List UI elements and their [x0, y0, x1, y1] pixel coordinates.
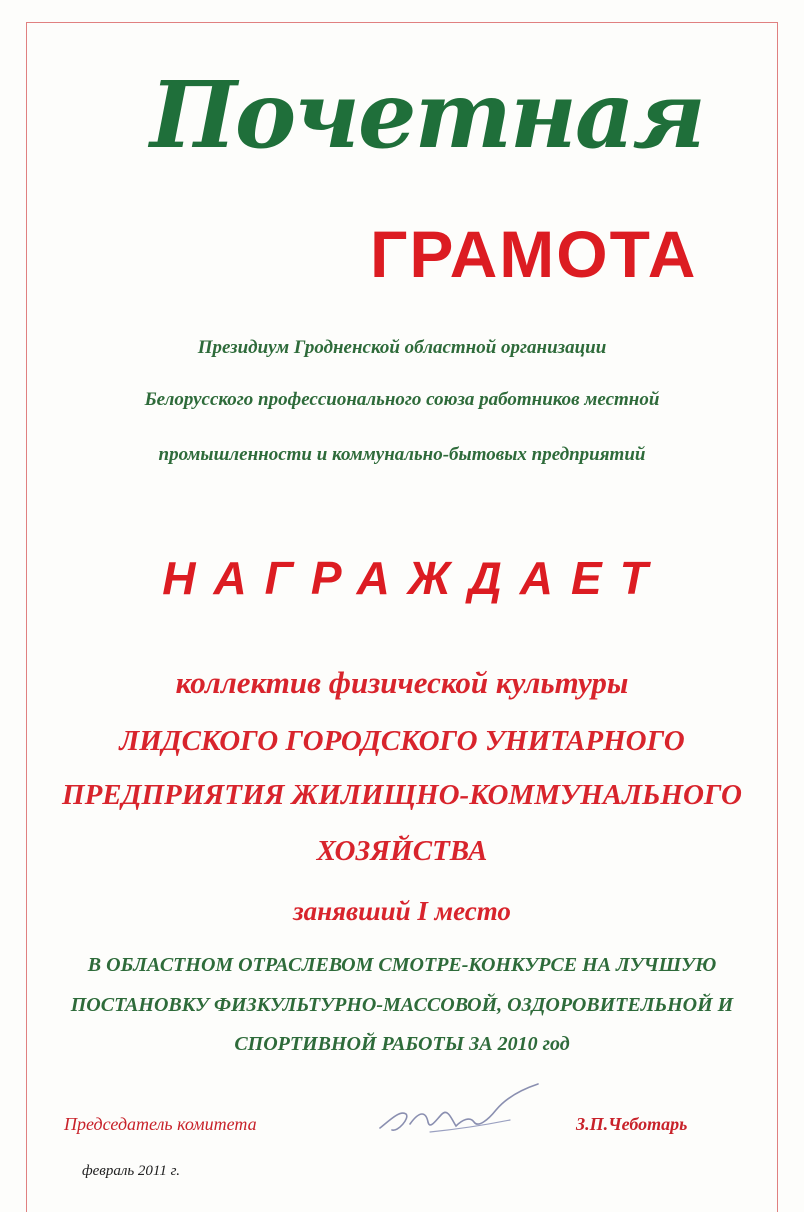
issue-date: февраль 2011 г.	[82, 1163, 180, 1179]
issuer-line-3: промышленности и коммунально-бытовых предприятий	[158, 444, 646, 465]
recipient-line-2: ЛИДСКОГО ГОРОДСКОГО УНИТАРНОГО	[119, 725, 685, 757]
recipient-line-1: коллектив физической культуры	[175, 665, 629, 700]
certificate-title-script: Почетная	[150, 61, 704, 169]
recipient-line-4: ХОЗЯЙСТВА	[316, 835, 488, 867]
recipient-line-3: ПРЕДПРИЯТИЯ ЖИЛИЩНО-КОММУНАЛЬНОГО	[62, 779, 742, 811]
competition-line-1: В ОБЛАСТНОМ ОТРАСЛЕВОМ СМОТРЕ-КОНКУРСЕ НА ЛУЧШУЮ	[87, 954, 717, 976]
competition-line-2: ПОСТАНОВКУ ФИЗКУЛЬТУРНО-МАССОВОЙ, ОЗДОРОВИТЕЛЬНОЙ И	[70, 994, 734, 1016]
competition-line-3: СПОРТИВНОЙ РАБОТЫ ЗА 2010 год	[234, 1033, 570, 1055]
certificate-title-main: ГРАМОТА	[370, 217, 698, 291]
chair-title: Председатель комитета	[64, 1114, 257, 1134]
issuer-line-2: Белорусского профессионального союза работников местной	[144, 389, 660, 410]
awards-heading: НАГРАЖДАЕТ	[162, 552, 666, 604]
signer-name: З.П.Чеботарь	[576, 1114, 688, 1134]
handwritten-signature	[370, 1080, 550, 1150]
place-text: занявший I место	[293, 896, 511, 926]
issuer-line-1: Президиум Гродненской областной организации	[197, 337, 607, 358]
